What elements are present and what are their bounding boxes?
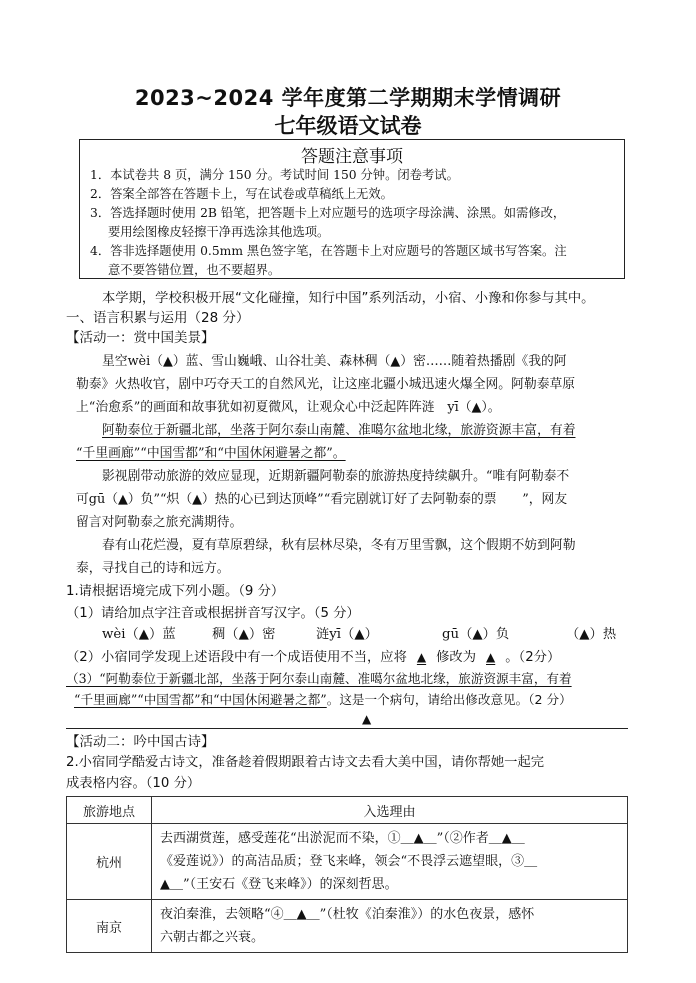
passage-line: 上“治愈系”的画面和故事犹如初夏微风，让观众心中泛起阵阵涟 yī（▲）。 [76, 400, 501, 415]
notice-item: 要用绘图橡皮轻擦干净再选涂其他选项。 [108, 225, 330, 239]
sub2-text: 修改为 [436, 650, 477, 665]
passage-line: 春有山花烂漫，夏有草原碧绿，秋有层林尽染，冬有万里雪飘，这个假期不妨到阿勒 [102, 538, 576, 553]
answer-blank[interactable]: 涟yī（▲） [316, 627, 378, 642]
notice-item: 意不要答错位置，也不要超界。 [108, 263, 281, 277]
passage-line: 星空wèi（▲）蓝、雪山巍峨、山谷壮美、森林稠（▲）密……随着热播剧《我的阿 [102, 354, 567, 369]
question-1-sub2 [66, 647, 560, 668]
passage-line: 影视剧带动旅游的效应显现，近期新疆阿勒泰的旅游热度持续飙升。“唯有阿勒泰不 [102, 469, 570, 484]
exam-title: 2023~2024 学年度第二学期期末学情调研 [134, 86, 562, 110]
table-header: 入选理由 [152, 797, 628, 824]
sub3-text: （3）“阿勒泰位于新疆北部，坐落于阿尔泰山南麓、准噶尔盆地北缘，旅游资源丰富，有着 [66, 671, 572, 686]
intro-text: 本学期，学校积极开展“文化碰撞，知行中国”系列活动，小宿、小豫和你参与其中。 [102, 291, 595, 306]
table-row [67, 900, 628, 953]
table-header: 旅游地点 [67, 797, 152, 824]
table-cell-place: 杭州 [67, 824, 152, 900]
passage-line-underlined: 阿勒泰位于新疆北部，坐落于阿尔泰山南麓、准噶尔盆地北缘，旅游资源丰富，有着 [102, 423, 576, 438]
answer-mark[interactable]: ▲ [362, 712, 372, 726]
sub2-text: （2）小宿同学发现上述语段中有一个成语使用不当，应将 [66, 650, 407, 665]
reason-line: 去西湖赏莲，感受莲花“出淤泥而不染，①＿▲＿”（②作者＿▲＿ [160, 831, 525, 846]
question-1-stem: 1.请根据语境完成下列小题。（9 分） [66, 584, 285, 599]
answer-blank[interactable]: 稠（▲）密 [212, 627, 276, 642]
section-heading: 一、语言积累与运用（28 分） [66, 310, 250, 326]
table-cell-reason[interactable] [152, 900, 628, 953]
answer-blank[interactable]: wèi（▲）蓝 [102, 627, 176, 642]
notice-item: 4．答非选择题使用 0.5mm 黑色签字笔，在答题卡上对应题号的答题区域书写答案。注 [90, 244, 567, 258]
reason-line: 夜泊秦淮，去领略“④＿▲＿”（杜牧《泊秦淮》）的水色夜景，感怀 [160, 907, 535, 922]
table-cell-reason[interactable] [152, 824, 628, 900]
exam-subtitle: 七年级语文试卷 [274, 114, 422, 138]
activity-heading: 【活动二：吟中国古诗】 [66, 734, 215, 750]
question-1-sub3 [66, 669, 572, 689]
notice-item: 2．答案全部答在答题卡上，写在试卷或草稿纸上无效。 [90, 187, 393, 201]
passage-line-underlined: “千里画廊”“中国雪都”和“中国休闲避暑之都”。 [76, 446, 346, 461]
question-2-stem: 2.小宿同学酷爱古诗文，准备趁着假期跟着古诗文去看大美中国，请你帮她一起完 [66, 755, 545, 770]
sub3-text: 。这是一个病句，请给出修改意见。（2 分） [326, 692, 572, 707]
answer-blank[interactable]: gū（▲）负 [442, 627, 510, 642]
answer-blank[interactable]: （▲）热 [566, 627, 617, 642]
notice-item: 3．答选择题时使用 2B 铅笔，把答题卡上对应题号的选项字母涂满、涂黑。如需修改， [90, 206, 566, 220]
notice-item: 1．本试卷共 8 页，满分 150 分。考试时间 150 分钟。闭卷考试。 [90, 168, 459, 182]
notice-heading: 答题注意事项 [301, 147, 403, 167]
question-1-sub3-cont [74, 690, 572, 710]
answer-blank[interactable]: ▲ [416, 650, 427, 664]
answer-line[interactable] [66, 728, 628, 729]
sub2-text: 。（2分） [505, 650, 561, 665]
question-1-sub1: （1）请给加点字注音或根据拼音写汉字。（5 分） [66, 606, 360, 621]
passage-line: 勒泰》火热收官，剧中巧夺天工的自然风光，让这座北疆小城迅速火爆全网。阿勒泰草原 [76, 377, 576, 392]
notice-box [79, 139, 625, 279]
reason-line: 六朝古都之兴衰。 [160, 930, 265, 945]
answer-table [66, 796, 628, 953]
sub3-text: “千里画廊”“中国雪都”和“中国休闲避暑之都” [74, 692, 327, 707]
reason-line: ▲＿”（王安石《登飞来峰》）的深刻哲思。 [160, 877, 398, 892]
reason-line: 《爱莲说》）的高洁品质；登飞来峰，领会“不畏浮云遮望眼，③＿ [160, 854, 538, 869]
activity-heading: 【活动一：赏中国美景】 [66, 330, 215, 346]
passage-line: 可gū（▲）负”“炽（▲）热的心已到达顶峰”“看完剧就订好了去阿勒泰的票 ”，网友 [76, 492, 568, 507]
passage-line: 留言对阿勒泰之旅充满期待。 [76, 515, 243, 530]
question-2-stem-cont: 成表格内容。（10 分） [66, 776, 201, 791]
table-cell-place: 南京 [67, 900, 152, 953]
passage-line: 泰，寻找自己的诗和远方。 [76, 561, 230, 576]
table-row [67, 824, 628, 900]
answer-blank[interactable]: ▲ [486, 650, 496, 664]
